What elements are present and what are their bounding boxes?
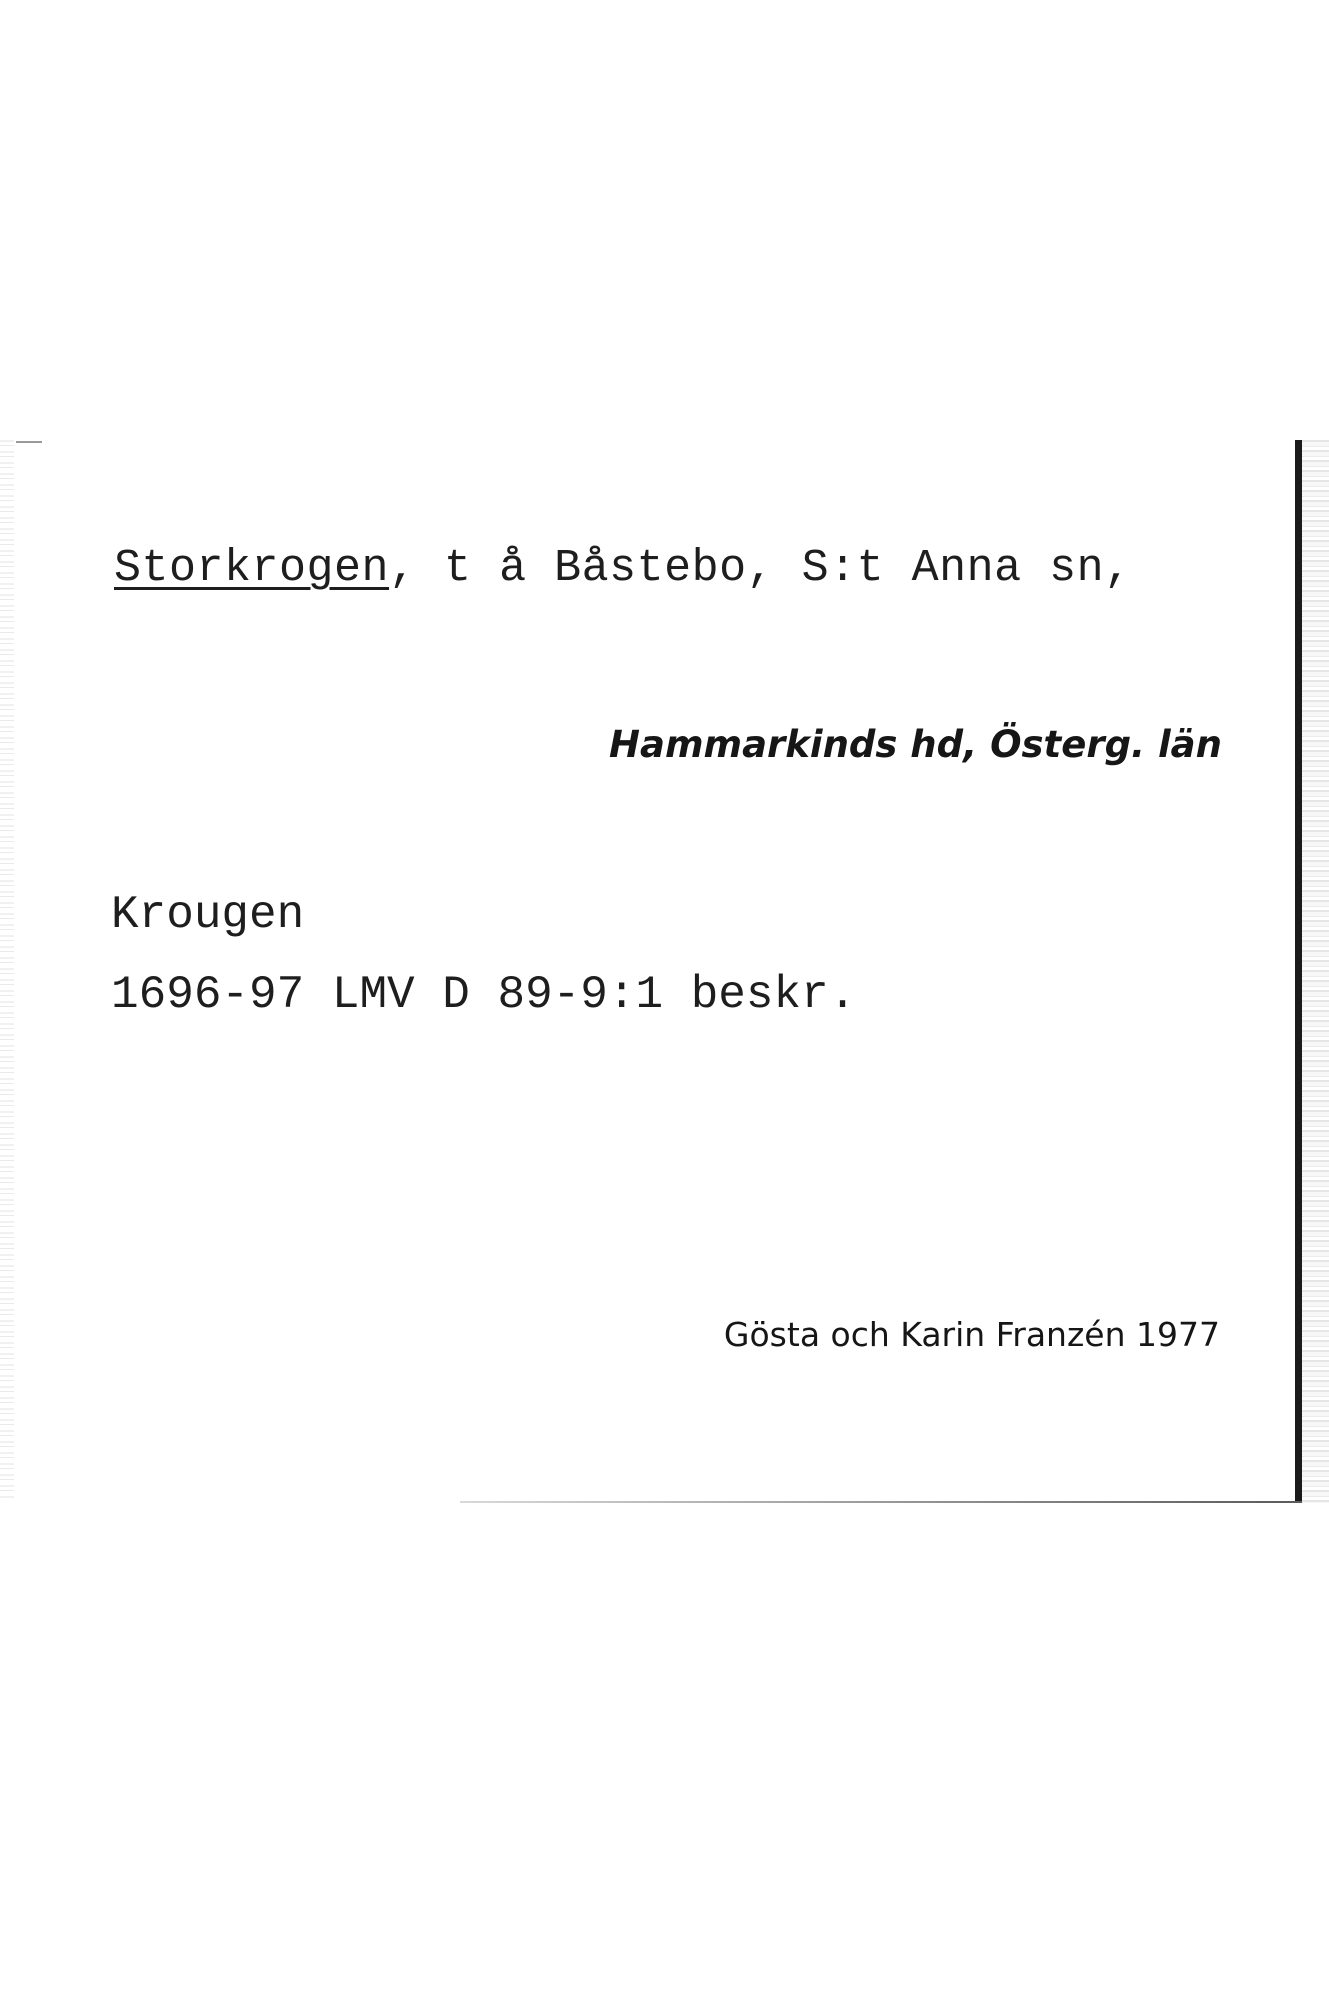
source-reference: 1696-97 LMV D 89-9:1 beskr. — [111, 969, 857, 1021]
headword-location: , t å Båstebo, S:t Anna sn, — [389, 543, 1132, 594]
headword: Storkrogen — [114, 543, 390, 594]
collectors-stamp: Gösta och Karin Franzén 1977 — [723, 1315, 1220, 1354]
card-bottom-edge — [460, 1501, 1302, 1503]
scan-left-edge — [0, 440, 14, 1500]
district-stamp: Hammarkinds hd, Österg. län — [609, 723, 1222, 766]
index-card — [20, 440, 1302, 1503]
card-right-shadow — [1302, 440, 1329, 1503]
variant-form: Krougen — [111, 889, 305, 941]
card-right-border — [1295, 440, 1302, 1503]
headword-line — [114, 543, 1132, 594]
